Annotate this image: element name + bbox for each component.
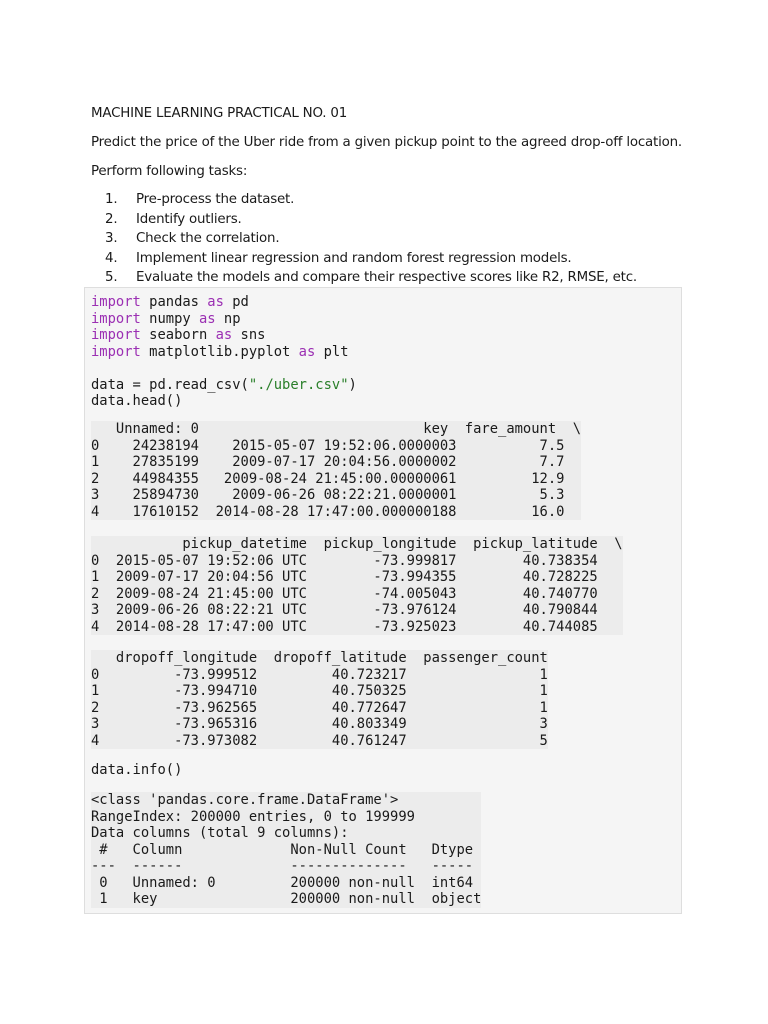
task-text: Evaluate the models and compare their respective scores like R2, RMSE, etc. — [136, 270, 637, 286]
task-number: 1. — [105, 192, 118, 207]
task-text: Pre-process the dataset. — [136, 192, 295, 207]
import-code-cell — [91, 294, 357, 410]
task-number: 2. — [105, 211, 118, 227]
module-alias: sns — [232, 327, 266, 343]
code-line — [91, 311, 241, 327]
module-name: numpy — [140, 310, 199, 327]
import-keyword: import — [91, 294, 141, 310]
read-csv-close: ) — [348, 376, 357, 393]
head-output-columns-1: Unnamed: 0 key fare_amount \ 0 24238194 2015-05-07 19:52:06.0000003 7.5 1 27835199 2009-07-17 20:04:56.0000002 7.7 2 44984355 2009-08-24 21:45:00.00000061 12.9 3 25894730 2009-06-26 08:22:21.0000001 5.3 4 17610152 2014-08-28 17:47:00.000000188 16.0 — [91, 421, 582, 520]
task-text: Implement linear regression and random forest regression models. — [136, 250, 572, 266]
code-line — [91, 327, 265, 343]
read-csv-call: data = pd.read_csv( — [91, 376, 249, 393]
csv-path-string: "./uber.csv" — [248, 376, 349, 393]
code-line — [91, 294, 249, 310]
code-line — [91, 377, 357, 393]
code-line — [91, 344, 349, 360]
as-keyword: as — [298, 343, 316, 360]
task-text: Check the correlation. — [136, 231, 280, 247]
module-name: pandas — [140, 294, 208, 310]
as-keyword: as — [199, 310, 216, 327]
import-keyword: import — [91, 343, 141, 360]
task-number: 4. — [105, 250, 118, 266]
problem-statement: Predict the price of the Uber ride from a given pickup point to the agreed drop-off location. — [91, 135, 682, 150]
as-keyword: as — [215, 327, 233, 343]
import-keyword: import — [91, 327, 141, 343]
module-alias: pd — [223, 294, 249, 310]
info-call: data.info() — [91, 762, 183, 778]
tasks-heading: Perform following tasks: — [91, 164, 248, 179]
head-call: data.head() — [91, 393, 183, 409]
as-keyword: as — [207, 294, 224, 310]
module-alias: plt — [315, 343, 349, 360]
head-output-columns-2: pickup_datetime pickup_longitude pickup_latitude \ 0 2015-05-07 19:52:06 UTC -73.999817 40.738354 1 2009-07-17 20:04:56 UTC -73.994355 40.728225 2 2009-08-24 21:45:00 UTC -74.005043 40.740770 3 2009-06-26 08:22:21 UTC -73.976124 40.790844 4 2014-08-28 17:47:00 UTC -73.925023 40.744085 — [91, 536, 623, 635]
module-name: seaborn — [140, 327, 216, 343]
import-keyword: import — [91, 310, 141, 327]
module-alias: np — [215, 310, 241, 327]
notebook-code-block — [84, 287, 682, 914]
task-text: Identify outliers. — [136, 211, 242, 227]
page-title: MACHINE LEARNING PRACTICAL NO. 01 — [91, 106, 348, 121]
module-name: matplotlib.pyplot — [140, 343, 299, 360]
info-output: <class 'pandas.core.frame.DataFrame'> RangeIndex: 200000 entries, 0 to 199999 Data columns (total 9 columns): # Column Non-Null Count Dtype --- ------ -------------- ----- 0 Unnamed: 0 200000 non-null int64 1 key 200000 non-null object — [91, 792, 482, 907]
head-output-columns-3: dropoff_longitude dropoff_latitude passenger_count 0 -73.999512 40.723217 1 1 -73.994710 40.750325 1 2 -73.962565 40.772647 1 3 -73.965316 40.803349 3 4 -73.973082 40.761247 5 — [91, 650, 548, 749]
task-number: 3. — [105, 231, 118, 247]
task-number: 5. — [105, 270, 118, 286]
